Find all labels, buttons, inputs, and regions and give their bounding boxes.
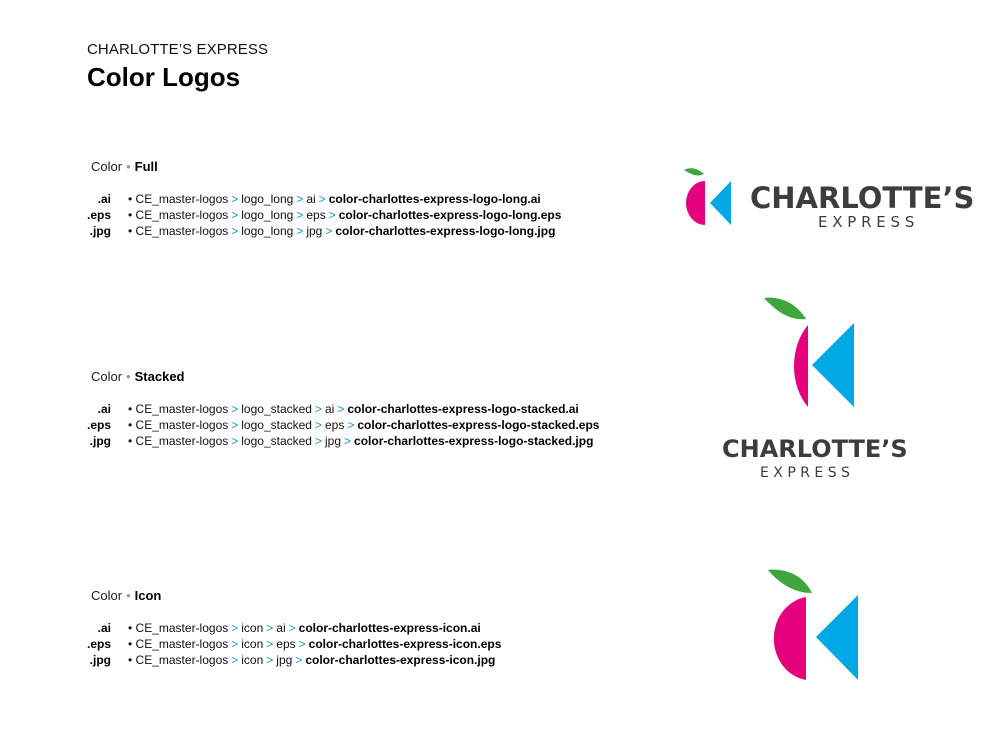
heading-variant: Full xyxy=(134,159,158,174)
file-extension: .ai xyxy=(97,192,111,206)
file-path xyxy=(128,418,599,432)
chevron-right-icon: > xyxy=(296,192,304,206)
logo-stacked xyxy=(720,295,908,481)
logo-icon xyxy=(766,567,866,682)
chevron-right-icon: > xyxy=(347,418,355,432)
file-path xyxy=(128,434,593,448)
path-type: eps xyxy=(276,637,296,651)
chevron-right-icon: > xyxy=(231,418,239,432)
path-folder: icon xyxy=(241,653,264,667)
brand-name: CHARLOTTE’S EXPRESS xyxy=(87,41,269,58)
path-root: CE_master-logos xyxy=(135,637,229,651)
file-name: color-charlottes-express-logo-long.eps xyxy=(338,208,562,222)
arrow-triangle-icon xyxy=(816,595,858,680)
path-folder: icon xyxy=(241,621,264,635)
chevron-right-icon: > xyxy=(288,621,296,635)
file-name: color-charlottes-express-logo-long.ai xyxy=(328,192,541,206)
file-path xyxy=(128,208,561,222)
chevron-right-icon: > xyxy=(295,653,303,667)
file-extension: .ai xyxy=(97,402,111,416)
path-folder: icon xyxy=(241,637,264,651)
path-root: CE_master-logos xyxy=(135,418,229,432)
chevron-right-icon: > xyxy=(231,653,239,667)
bullet-icon: • xyxy=(128,402,133,416)
path-root: CE_master-logos xyxy=(135,224,229,238)
heading-prefix: Color xyxy=(91,588,123,603)
chevron-right-icon: > xyxy=(296,224,304,238)
path-type: jpg xyxy=(325,434,342,448)
path-type: jpg xyxy=(306,224,323,238)
path-root: CE_master-logos xyxy=(135,402,229,416)
path-type: eps xyxy=(325,418,345,432)
chevron-right-icon: > xyxy=(337,402,345,416)
file-name: color-charlottes-express-logo-stacked.eps xyxy=(357,418,600,432)
path-folder: logo_long xyxy=(241,208,294,222)
chevron-right-icon: > xyxy=(314,402,322,416)
heading-prefix: Color xyxy=(91,369,123,384)
file-path xyxy=(128,637,501,651)
chevron-right-icon: > xyxy=(328,208,336,222)
bullet-icon: • xyxy=(128,653,133,667)
path-type: jpg xyxy=(276,653,293,667)
bullet-icon: • xyxy=(128,637,133,651)
bullet-icon: • xyxy=(128,224,133,238)
bullet-icon: • xyxy=(128,621,133,635)
bullet-icon: • xyxy=(128,208,133,222)
file-extension: .jpg xyxy=(89,224,111,238)
path-type: eps xyxy=(306,208,326,222)
chevron-right-icon: > xyxy=(314,418,322,432)
leaf-icon xyxy=(768,570,812,593)
path-root: CE_master-logos xyxy=(135,192,229,206)
path-root: CE_master-logos xyxy=(135,653,229,667)
chevron-right-icon: > xyxy=(344,434,352,448)
file-name: color-charlottes-express-logo-stacked.ai xyxy=(347,402,579,416)
file-name: color-charlottes-express-logo-long.jpg xyxy=(335,224,556,238)
path-type: ai xyxy=(306,192,316,206)
arrow-triangle-icon xyxy=(710,181,731,225)
chevron-right-icon: > xyxy=(266,653,274,667)
file-path xyxy=(128,402,579,416)
bullet-icon: • xyxy=(126,588,131,603)
apple-half-icon xyxy=(774,597,806,680)
page-title: Color Logos xyxy=(87,62,241,92)
logo-mark-icon-only xyxy=(768,570,858,680)
file-extension: .ai xyxy=(97,621,111,635)
logo-mark-icon xyxy=(684,168,731,225)
file-path xyxy=(128,224,555,238)
file-path xyxy=(128,653,495,667)
chevron-right-icon: > xyxy=(231,402,239,416)
logo-long xyxy=(684,168,975,231)
file-name: color-charlottes-express-icon.eps xyxy=(308,637,502,651)
heading-variant: Icon xyxy=(134,588,162,603)
path-folder: logo_stacked xyxy=(241,434,312,448)
bullet-icon: • xyxy=(128,418,133,432)
apple-half-icon xyxy=(794,325,808,407)
chevron-right-icon: > xyxy=(266,637,274,651)
section-heading xyxy=(91,159,158,174)
chevron-right-icon: > xyxy=(298,637,306,651)
file-extension: .jpg xyxy=(89,434,111,448)
chevron-right-icon: > xyxy=(231,224,239,238)
heading-variant: Stacked xyxy=(134,369,185,384)
file-extension: .eps xyxy=(86,208,111,222)
path-root: CE_master-logos xyxy=(135,208,229,222)
file-name: color-charlottes-express-icon.ai xyxy=(298,621,481,635)
path-root: CE_master-logos xyxy=(135,434,229,448)
chevron-right-icon: > xyxy=(231,208,239,222)
logo-subword: E X P R E S S xyxy=(818,213,915,231)
bullet-icon: • xyxy=(128,192,133,206)
path-folder: logo_long xyxy=(241,224,294,238)
logo-wordmark: CHARLOTTE’S xyxy=(722,435,908,463)
logo-wordmark: CHARLOTTE’S xyxy=(750,181,975,215)
path-type: ai xyxy=(276,621,286,635)
chevron-right-icon: > xyxy=(231,621,239,635)
section-heading xyxy=(91,588,161,603)
leaf-icon xyxy=(764,298,806,320)
file-extension: .jpg xyxy=(89,653,111,667)
bullet-icon: • xyxy=(128,434,133,448)
file-extension: .eps xyxy=(86,637,111,651)
path-folder: logo_stacked xyxy=(241,418,312,432)
apple-half-icon xyxy=(686,181,705,225)
path-folder: logo_stacked xyxy=(241,402,312,416)
chevron-right-icon: > xyxy=(266,621,274,635)
file-path xyxy=(128,192,541,206)
file-path xyxy=(128,621,481,635)
path-folder: logo_long xyxy=(241,192,294,206)
bullet-icon: • xyxy=(126,369,131,384)
arrow-triangle-icon xyxy=(812,323,854,407)
chevron-right-icon: > xyxy=(296,208,304,222)
path-type: ai xyxy=(325,402,335,416)
chevron-right-icon: > xyxy=(231,637,239,651)
chevron-right-icon: > xyxy=(318,192,326,206)
heading-prefix: Color xyxy=(91,159,123,174)
leaf-icon xyxy=(684,168,704,175)
logo-subword: E X P R E S S xyxy=(760,465,850,481)
file-extension: .eps xyxy=(86,418,111,432)
file-name: color-charlottes-express-icon.jpg xyxy=(305,653,496,667)
bullet-icon: • xyxy=(126,159,131,174)
chevron-right-icon: > xyxy=(314,434,322,448)
path-root: CE_master-logos xyxy=(135,621,229,635)
chevron-right-icon: > xyxy=(231,192,239,206)
chevron-right-icon: > xyxy=(231,434,239,448)
file-name: color-charlottes-express-logo-stacked.jpg xyxy=(354,434,594,448)
logo-mark-stacked-icon xyxy=(764,298,854,407)
chevron-right-icon: > xyxy=(325,224,333,238)
section-heading xyxy=(91,369,185,384)
